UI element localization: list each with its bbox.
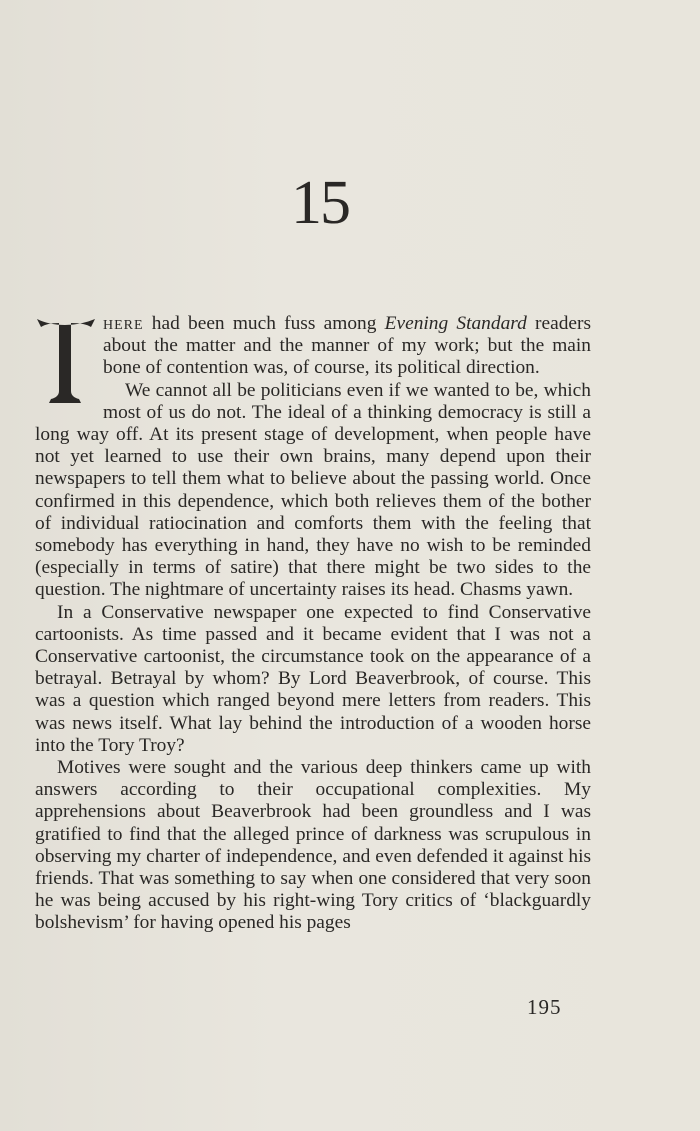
- paragraph-2: We cannot all be politicians even if we wanted to be, which most of us do not. The ideal of a thinking democracy is still a long way off. At its present stage of development, when people have not yet learned to use their own brains, many depend upon their newspapers to tell them what to believe about the passing world. Once confirmed in this dependence, which both relieves them of the bother of individual ratiocination and comforts them with the feeling that somebody has everything in hand, they have no wish to be reminded (especially in terms of satire) that there might be two sides to the question. The nightmare of uncertainty raises its head. Chasms yawn.: [35, 379, 591, 601]
- newspaper-title: Evening Standard: [384, 313, 527, 334]
- paragraph-1: [35, 313, 591, 380]
- drop-cap: [35, 315, 95, 403]
- paragraph-3: In a Conservative newspaper one expected to find Conservative cartoonists. As time passed and it became evident that I was not a Conservative cartoonist, the circumstance took on the appearance of a betrayal. Betrayal by whom? By Lord Beaverbrook, of course. This was a question which ranged beyond mere letters from readers. This was news itself. What lay behind the introduction of a wooden horse into the Tory Troy?: [35, 601, 591, 756]
- paragraph-1-text-b: readers about the matter and the manner of my work; but the main bone of contention was, of course, its political direction.: [103, 313, 592, 379]
- drop-cap-glyph: [35, 315, 95, 403]
- chapter-number: 15: [291, 169, 349, 237]
- lead-in-smallcaps: here: [103, 313, 144, 334]
- paragraph-1-text-a: had been much fuss among: [143, 313, 385, 334]
- paragraph-4: Motives were sought and the various deep thinkers came up with answers according to their occupational complexities. My apprehensions about Beaverbrook had been groundless and I was gratified to find that the alleged prince of darkness was scrupulous in observing my charter of independence, and even defended it against his friends. That was something to say when one considered that very soon he was being accused by his right-wing Tory critics of ‘blackguardly bolshevism’ for having opened his pages: [35, 757, 591, 934]
- page-number: 195: [527, 995, 562, 1019]
- chapter-body: [35, 313, 591, 935]
